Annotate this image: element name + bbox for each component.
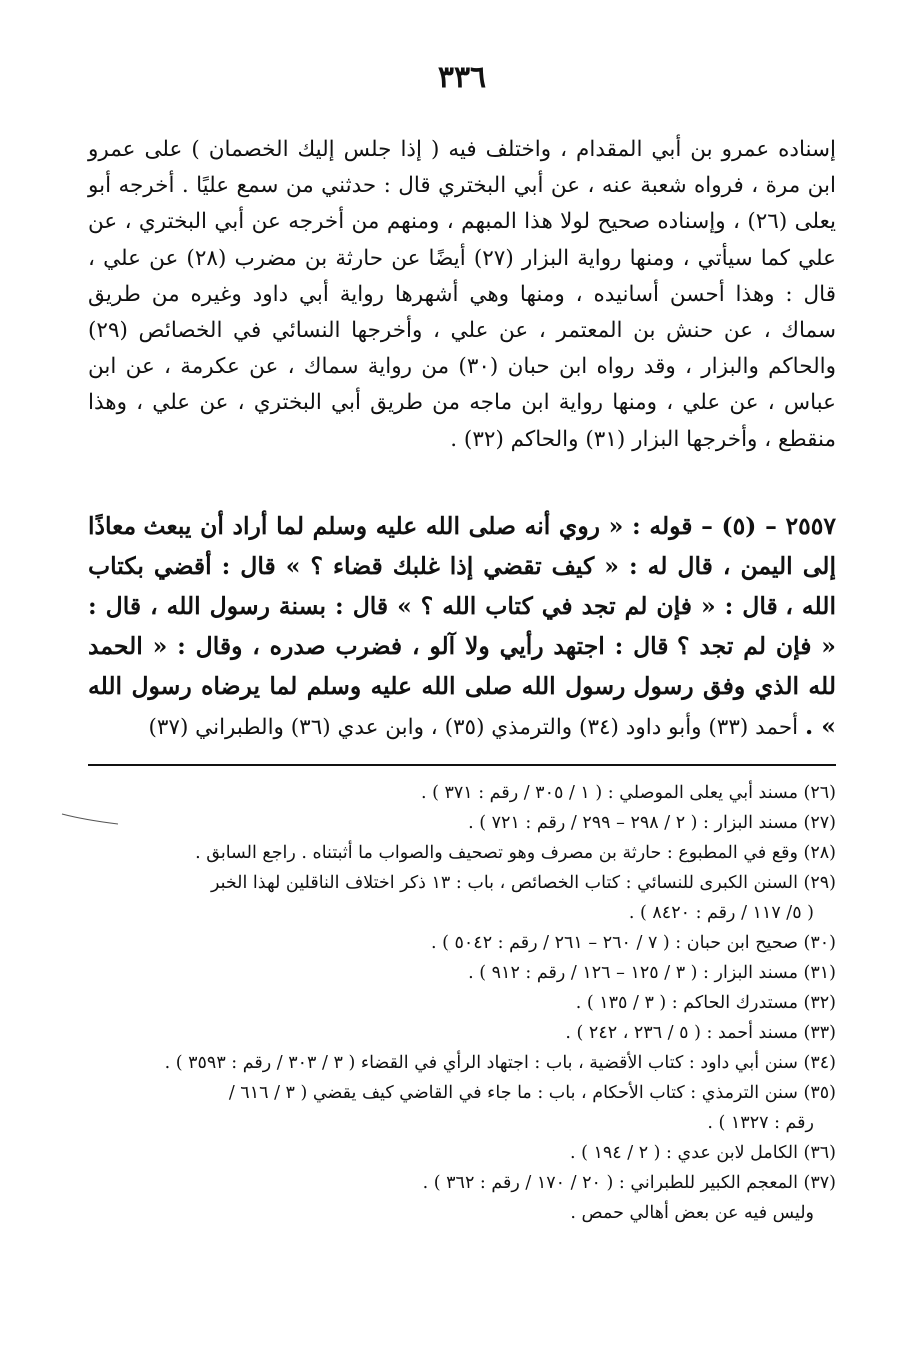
- footnotes-list: [76, 778, 836, 1228]
- commentary-line: طريق سماك ، عن حنش بن المعتمر ، عن علي ، وأخرجها النسائي في الخصائص (٢٩): [88, 281, 836, 344]
- hadith-text: رسول الله صلى الله عليه وسلم لما يرضاه رسول الله » .: [88, 672, 836, 740]
- hadith-text: قال : « فإن لم تجد في كتاب الله ؟ » قال : بسنة رسول الله ، قال : « فإن لم تجد ؟: [88, 592, 836, 660]
- hadith-text: ٢٥٥٧ – (٥) – قوله : « روي أنه صلى الله عليه وسلم لما أراد أن يبعث: [143, 512, 836, 540]
- hadith-sources-continued: والترمذي (٣٥) ، وابن عدي (٣٦) والطبراني (٣٧): [148, 715, 573, 740]
- commentary-paragraph: [88, 132, 836, 458]
- footnote: (٣٣) مسند أحمد : ( ٥ / ٢٣٦ ، ٢٤٢ ) .: [565, 1023, 836, 1043]
- footnote-continuation: ( ٥/ ١١٧ / رقم : ٨٤٢٠ ) .: [628, 903, 814, 923]
- footnote-divider: [88, 764, 836, 766]
- footnote-continuation: رقم : ١٣٢٧ ) .: [707, 1113, 814, 1133]
- footnote-continuation: وليس فيه عن بعض أهالي حمص .: [570, 1203, 814, 1223]
- hadith-text: قال : اجتهد رأيي ولا آلو ، فضرب صدره ، وقال : « الحمد لله الذي وفق رسول: [88, 632, 836, 700]
- footnote: (٣١) مسند البزار : ( ٣ / ١٢٥ – ١٢٦ / رقم : ٩١٢ ) .: [468, 963, 836, 983]
- footnote: (٢٦) مسند أبي يعلى الموصلي : ( ١ / ٣٠٥ / رقم : ٣٧١ ) .: [420, 783, 836, 803]
- footnote: (٣٧) المعجم الكبير للطبراني : ( ٢٠ / ١٧٠ / رقم : ٣٦٢ ) .: [422, 1173, 836, 1193]
- footnote: (٢٧) مسند البزار : ( ٢ / ٢٩٨ – ٢٩٩ / رقم : ٧٢١ ) .: [468, 813, 836, 833]
- commentary-line: منقطع ، وأخرجها البزار (٣١) والحاكم (٣٢) .: [450, 426, 836, 452]
- commentary-line: عباس ، عن علي ، ومنها رواية ابن ماجه من طريق أبي البختري ، عن علي ، وهذا: [88, 390, 836, 416]
- hadith-text: معاذًا إلى اليمن ، قال له : « كيف تقضي إذا غلبك قضاء ؟ » قال : أقضي بكتاب الله ،: [88, 512, 836, 620]
- footnote: (٣٠) صحيح ابن حبان : ( ٧ / ٢٦٠ – ٢٦١ / رقم : ٥٠٤٢ ) .: [430, 933, 836, 953]
- commentary-line: إسناده عمرو بن أبي المقدام ، واختلف فيه ( إذا جلس إليك الخصمان ) على عمرو: [88, 137, 836, 162]
- commentary-line: عن علي كما سيأتي ، ومنها رواية البزار (٢٧) أيضًا عن حارثة بن مضرب (٢٨) عن: [88, 209, 836, 271]
- commentary-line: يعلى (٢٦) ، وإسناده صحيح لولا هذا المبهم ، ومنهم من أخرجه عن أبي البختري ،: [124, 209, 836, 235]
- footnote: (٣٥) سنن الترمذي : كتاب الأحكام ، باب : ما جاء في القاضي كيف يقضي ( ٣ / ٦١٦ /: [228, 1083, 836, 1103]
- footnote: (٣٤) سنن أبي داود : كتاب الأقضية ، باب : اجتهاد الرأي في القضاء ( ٣ / ٣٠٣ / رقم : ٣٥٩٣ ) .: [164, 1053, 836, 1073]
- pen-stroke-mark: [60, 810, 120, 830]
- hadith-paragraph: [88, 507, 836, 747]
- footnote: (٣٢) مستدرك الحاكم : ( ٣ / ١٣٥ ) .: [575, 993, 836, 1013]
- commentary-line: والحاكم والبزار ، وقد رواه ابن حبان (٣٠) من رواية سماك ، عن عكرمة ، عن ابن: [88, 354, 836, 380]
- footnote: (٢٨) وقع في المطبوع : حارثة بن مصرف وهو تصحيف والصواب ما أثبتناه . راجع السابق .: [195, 843, 836, 863]
- page-number: ٣٣٦: [437, 60, 487, 95]
- commentary-line: ابن مرة ، فرواه شعبة عنه ، عن أبي البختري قال : حدثني من سمع عليًا . أخرجه أبو: [88, 173, 836, 199]
- footnote: (٣٦) الكامل لابن عدي : ( ٢ / ١٩٤ ) .: [569, 1143, 836, 1163]
- commentary-line: علي ، قال : وهذا أحسن أسانيده ، ومنها وهي أشهرها رواية أبي داود وغيره من: [88, 245, 836, 307]
- hadith-sources: أحمد (٣٣) وأبو داود (٣٤): [579, 715, 799, 740]
- footnote: (٢٩) السنن الكبرى للنسائي : كتاب الخصائص ، باب : ١٣ ذكر اختلاف الناقلين لهذا الخبر: [210, 873, 836, 893]
